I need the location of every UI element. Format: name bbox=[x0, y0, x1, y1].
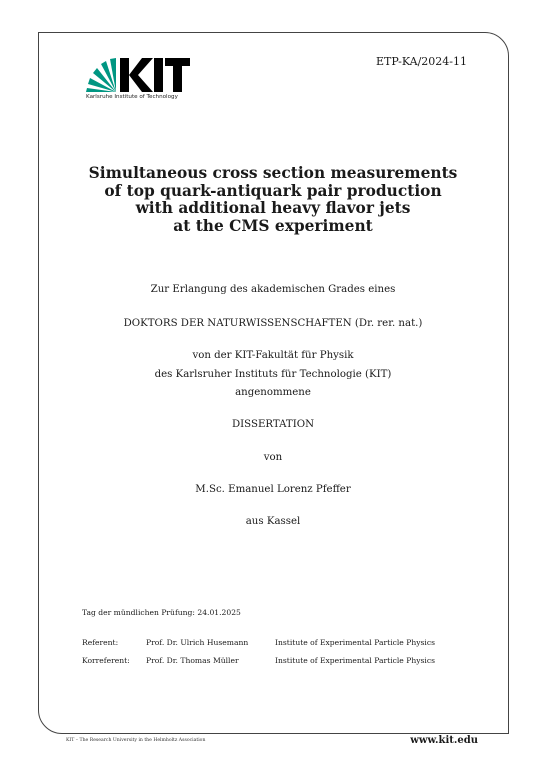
referent-institute: Institute of Experimental Particle Physics bbox=[275, 638, 435, 647]
korreferent-institute: Institute of Experimental Particle Physics bbox=[275, 656, 435, 665]
accepted-line: angenommene bbox=[235, 387, 311, 398]
kit-logo-mark bbox=[86, 54, 190, 94]
referent-label: Referent: bbox=[82, 638, 119, 647]
title-line: at the CMS experiment bbox=[173, 216, 373, 235]
report-id: ETP-KA/2024-11 bbox=[375, 55, 467, 68]
institution-line: des Karlsruher Instituts für Technologie (KIT) bbox=[154, 369, 392, 380]
logo-t-stem bbox=[173, 66, 182, 92]
footer-url[interactable]: www.kit.edu bbox=[410, 735, 478, 746]
logo-i bbox=[154, 58, 163, 92]
referent-name: Prof. Dr. Ulrich Husemann bbox=[146, 638, 249, 647]
footer-tagline: KIT – The Research University in the Helmholtz Association bbox=[66, 738, 206, 743]
author-origin: aus Kassel bbox=[245, 516, 301, 527]
title-line: with additional heavy flavor jets bbox=[135, 199, 411, 217]
degree-name: DOKTORS DER NATURWISSENSCHAFTEN (Dr. rer. nat.) bbox=[123, 318, 423, 329]
faculty-line: von der KIT-Fakultät für Physik bbox=[192, 350, 354, 361]
page-frame bbox=[38, 32, 509, 734]
logo-t-bar bbox=[165, 58, 190, 66]
exam-date: Tag der mündlichen Prüfung: 24.01.2025 bbox=[82, 608, 241, 617]
document-type: DISSERTATION bbox=[231, 419, 315, 430]
degree-intro: Zur Erlangung des akademischen Grades eines bbox=[150, 284, 396, 295]
von-line: von bbox=[263, 452, 283, 463]
korreferent-name: Prof. Dr. Thomas Müller bbox=[146, 656, 239, 665]
title-line: Simultaneous cross section measurements bbox=[88, 164, 458, 182]
thesis-title bbox=[40, 165, 506, 235]
author-name: M.Sc. Emanuel Lorenz Pfeffer bbox=[195, 484, 351, 495]
korreferent-label: Korreferent: bbox=[82, 656, 130, 665]
logo-subtitle: Karlsruhe Institute of Technology bbox=[86, 94, 178, 100]
title-line: of top quark-antiquark pair production bbox=[104, 181, 442, 200]
logo-k-arms bbox=[129, 58, 153, 92]
logo-k-stem bbox=[120, 58, 129, 92]
